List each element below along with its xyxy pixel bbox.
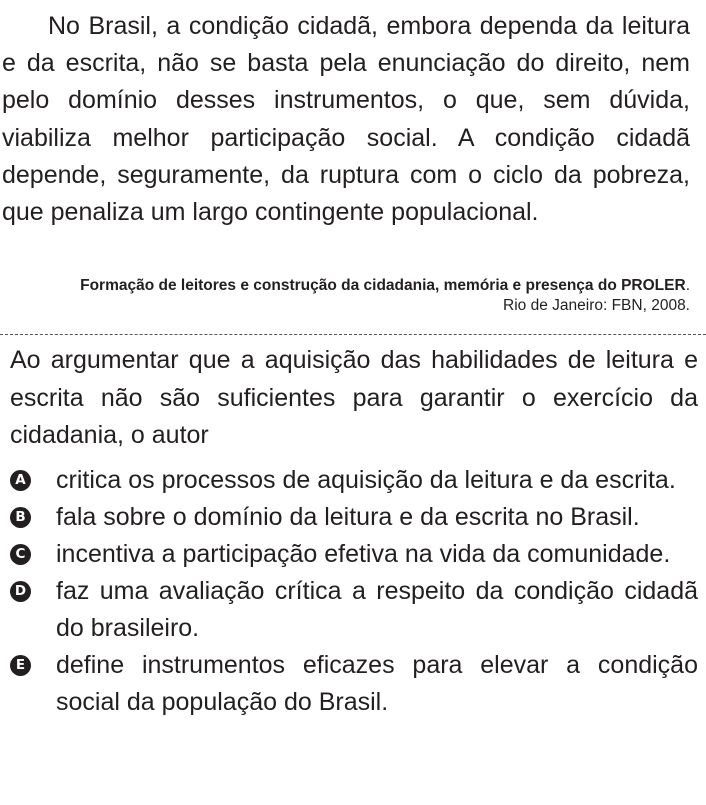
source-publication: Rio de Janeiro: FBN, 2008. <box>503 297 690 314</box>
source-title-period: . <box>685 277 690 294</box>
option-e-text: define instrumentos eficazes para elevar a condição social da população do Brasil. <box>56 651 698 716</box>
dashed-divider <box>0 334 706 335</box>
option-b-letter-badge: B <box>10 507 31 528</box>
passage-text: No Brasil, a condição cidadã, embora dependa da leitura e da escrita, não se basta pela enunciação do direito, nem pelo domínio desses instrumentos, o que, sem dúvida, viabiliza melhor participação social. A condição cidadã depende, seguramente, da ruptura com o ciclo da pobreza, que penaliza um largo contingente populacional. <box>2 12 690 227</box>
option-d-text: faz uma avaliação crítica a respeito da condição cidadã do brasileiro. <box>56 577 698 642</box>
option-a-text: critica os processos de aquisição da leitura e da escrita. <box>56 466 676 494</box>
source-title-line <box>0 276 690 296</box>
option-e-letter-badge: E <box>10 655 31 676</box>
option-c[interactable] <box>10 536 698 573</box>
question-stem: Ao argumentar que a aquisição das habilidades de leitura e escrita não são suficientes para garantir o exercício da cidadania, o autor <box>10 346 698 449</box>
option-d[interactable] <box>10 573 698 647</box>
source-title: Formação de leitores e construção da cidadania, memória e presença do PROLER <box>80 277 686 294</box>
option-a-letter-badge: A <box>10 470 31 491</box>
option-d-letter-badge: D <box>10 581 31 602</box>
answer-options <box>10 462 698 721</box>
option-e[interactable] <box>10 647 698 721</box>
option-c-letter-badge: C <box>10 544 31 565</box>
option-b[interactable] <box>10 499 698 536</box>
option-a[interactable] <box>10 462 698 499</box>
option-c-text: incentiva a participação efetiva na vida da comunidade. <box>56 540 671 568</box>
option-b-text: fala sobre o domínio da leitura e da escrita no Brasil. <box>56 503 640 531</box>
source-citation <box>0 276 690 316</box>
